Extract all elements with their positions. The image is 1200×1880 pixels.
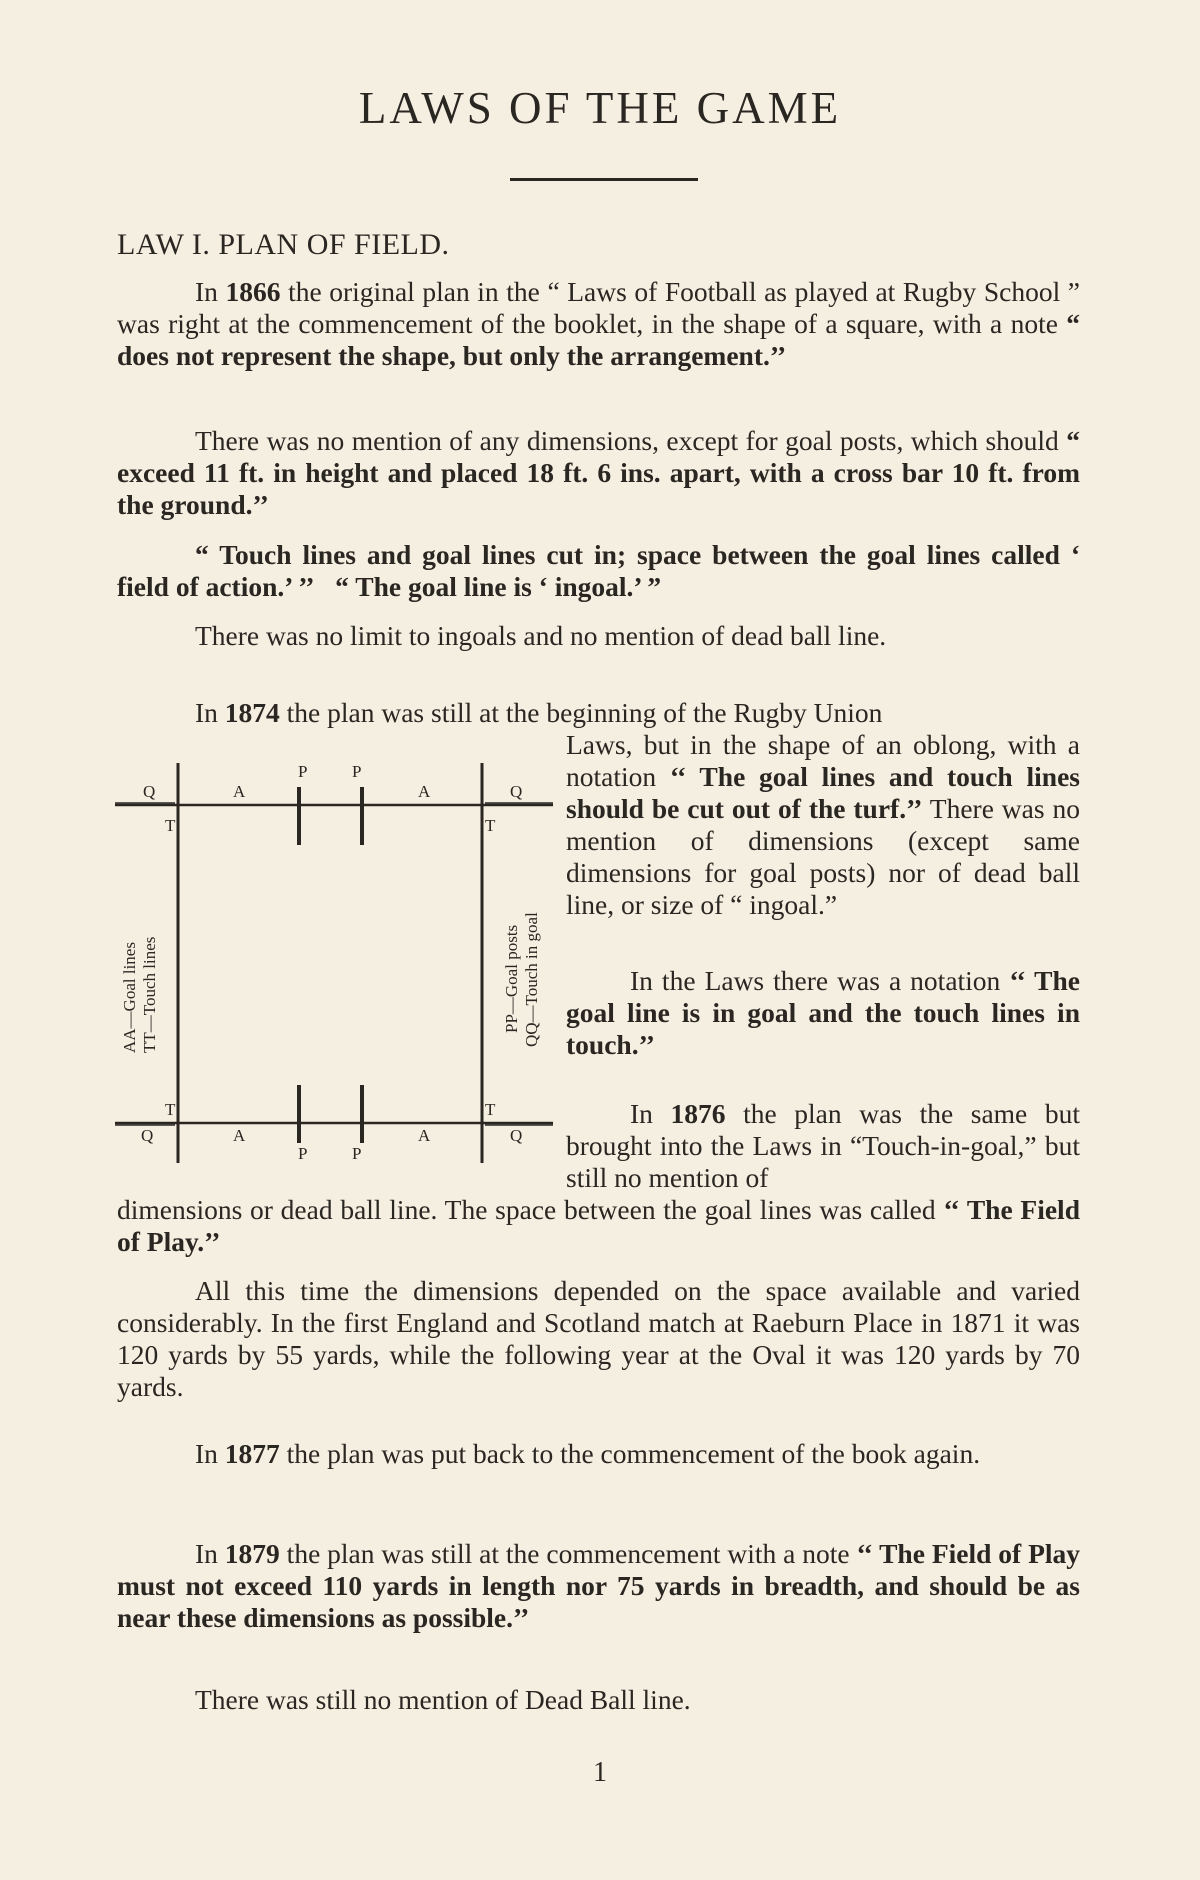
diagram-label-q: Q bbox=[141, 1126, 154, 1145]
paragraph-dead-ball: There was still no mention of Dead Ball line. bbox=[195, 1684, 691, 1715]
legend-touch-lines: TT—Touch lines bbox=[140, 936, 159, 1053]
p7-text-rest: dimensions or dead ball line. The space between the goal lines was called bbox=[117, 1194, 944, 1225]
page-number: 1 bbox=[593, 1757, 607, 1788]
diagram-label-a: A bbox=[418, 1126, 431, 1145]
page-title: LAWS OF THE GAME bbox=[358, 83, 842, 133]
p5-mid: the plan was still bbox=[279, 697, 473, 728]
paragraph-1876-column bbox=[566, 1098, 1080, 1194]
diagram-label-q: Q bbox=[143, 782, 156, 801]
p3-quote-1: “ Touch lines and goal lines cut in; space between the goal lines called ‘ field of action.’ ’’ bbox=[117, 539, 1080, 602]
diagram-label-p: P bbox=[352, 1144, 362, 1163]
p10-quote: ‘‘ The Field of Play must not exceed 110 yards in length nor 75 yards in breadth, and should be as near these dimensions as possible.’’ bbox=[117, 1538, 1081, 1633]
field-plan-diagram bbox=[105, 755, 555, 1175]
law-heading: LAW I. PLAN OF FIELD. bbox=[117, 228, 450, 261]
paragraph-1874-column bbox=[566, 729, 1080, 921]
paragraph-1877 bbox=[117, 1438, 1080, 1470]
p10-text-a: In bbox=[195, 1538, 225, 1569]
paragraph-dimensions-varied: All this time the dimensions depended on the space available and varied considerably. In the first England and Scotland match at Raeburn Place in 1871 it was 120 yards by 55 yards, while the following year at the Oval it was 120 yards by 70 yards. bbox=[117, 1275, 1080, 1402]
diagram-label-t: T bbox=[165, 816, 176, 835]
diagram-label-p: P bbox=[352, 762, 362, 781]
p3-quote-2: “ The goal line is ‘ ingoal.’ ” bbox=[335, 571, 662, 602]
p1-text-a: In bbox=[195, 276, 226, 307]
diagram-label-t: T bbox=[485, 816, 496, 835]
diagram-label-p: P bbox=[298, 1144, 308, 1163]
p7-quote: ‘‘ The Field of Play.’’ bbox=[117, 1194, 1080, 1257]
paragraph-1866 bbox=[117, 276, 1080, 372]
p9-text-b: the plan was put back to the commencement of the book again. bbox=[279, 1438, 981, 1469]
p10-year: 1879 bbox=[224, 1538, 280, 1569]
p2-quote: “ exceed 11 ft. in height and placed 18 ft. 6 ins. apart, with a cross bar 10 ft. from the ground.’’ bbox=[117, 425, 1080, 520]
paragraph-1876-continued bbox=[117, 1194, 1080, 1258]
legend-goal-lines: AA—Goal lines bbox=[120, 942, 139, 1053]
diagram-label-a: A bbox=[233, 782, 246, 801]
p6-text: In the Laws there was a notation bbox=[630, 965, 1010, 996]
p5-first-line-rest: at the beginning of the Rugby Union bbox=[472, 697, 883, 728]
p1-year: 1866 bbox=[225, 276, 281, 307]
paragraph-dimensions bbox=[117, 425, 1080, 521]
p9-text-a: In bbox=[195, 1438, 225, 1469]
legend-touch-in-goal: QQ—Touch in goal bbox=[522, 912, 541, 1047]
p7-text-a: In bbox=[630, 1098, 671, 1129]
paragraph-1874-first-line bbox=[117, 697, 1080, 729]
diagram-label-a: A bbox=[233, 1126, 246, 1145]
p6-quote: ‘‘ The goal line is in goal and the touch lines in touch.’’ bbox=[566, 965, 1080, 1060]
p5-col-quote: ‘‘ The goal lines and touch lines should be cut out of the turf.’’ bbox=[566, 761, 1080, 824]
p5-col-text-a: Laws, but in the shape of an oblong, with a notation bbox=[566, 729, 1080, 792]
p1-quote: “ does not represent the shape, but only the arrangement.’’ bbox=[117, 308, 1080, 371]
p5-lead: In bbox=[195, 697, 225, 728]
diagram-label-t: T bbox=[485, 1100, 496, 1119]
diagram-label-q: Q bbox=[510, 782, 523, 801]
p7-year: 1876 bbox=[670, 1098, 726, 1129]
p5-col-text-b: There was no mention of dimensions (except same dimensions for goal posts) nor of dead ball line, or size of “ ingoal.” bbox=[566, 793, 1080, 920]
field-plan-svg bbox=[105, 755, 555, 1175]
p10-text-b: the plan was still at the commencement with a note bbox=[279, 1538, 857, 1569]
paragraph-laws-notation bbox=[566, 965, 1080, 1061]
p5-year: 1874 bbox=[224, 697, 280, 728]
p1-text-b: the original plan in the “ Laws of Football as played at Rugby School ” was right at the commencement of the booklet, in the shape of a square, with a note bbox=[117, 276, 1080, 339]
diagram-label-p: P bbox=[298, 762, 308, 781]
paragraph-touch-lines bbox=[117, 539, 1080, 603]
paragraph-1879 bbox=[117, 1538, 1080, 1634]
diagram-label-q: Q bbox=[510, 1126, 523, 1145]
p2-text: There was no mention of any dimensions, except for goal posts, which should bbox=[195, 425, 1067, 456]
legend-goal-posts: PP—Goal posts bbox=[502, 924, 521, 1033]
paragraph-ingoals: There was no limit to ingoals and no mention of dead ball line. bbox=[195, 620, 887, 651]
diagram-label-a: A bbox=[418, 782, 431, 801]
p7-text-b: the plan was the same but brought into the Laws in “Touch-in-goal,” but still no mention of bbox=[566, 1098, 1080, 1193]
diagram-label-t: T bbox=[165, 1100, 176, 1119]
title-divider bbox=[510, 178, 698, 181]
p9-year: 1877 bbox=[224, 1438, 280, 1469]
